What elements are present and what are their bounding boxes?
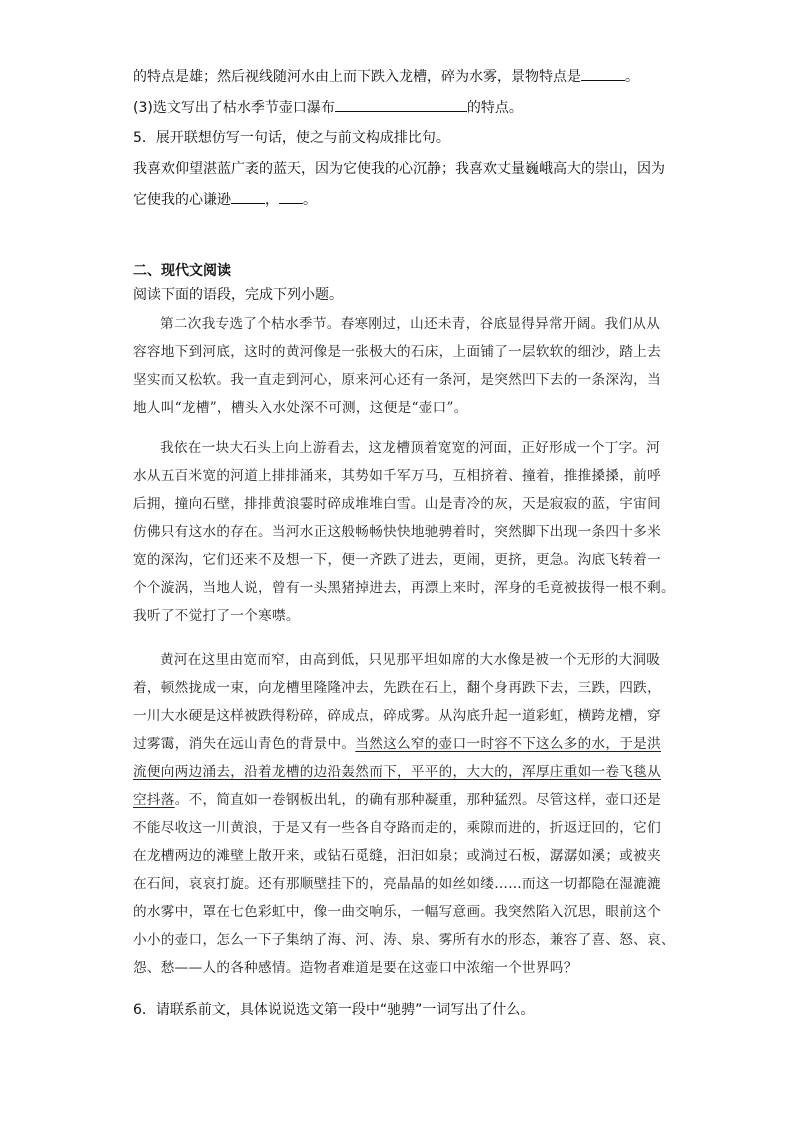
passage-line: 我听了不觉打了一个寒噤。 — [133, 608, 300, 624]
passage-line: 一川大水硬是这样被跌得粉碎，碎成点，碎成雾。从沟底升起一道彩虹，横跨龙槽，穿 — [133, 708, 661, 724]
passage-line: 仿佛只有这水的存在。当河水正这般畅畅快快地驰骋着时，突然脚下出现一条四十多米 — [133, 524, 661, 540]
section-heading: 二、现代文阅读 — [133, 263, 231, 279]
passage-line: 在龙槽两边的滩壁上散开来，或钻石觅缝，汩汩如泉；或淌过石板，潺潺如溪；或被夹 — [133, 848, 661, 864]
passage-line: 在石间，哀哀打旋。还有那顺壁挂下的，亮晶晶的如丝如缕……而这一切都隐在湿漉漉 — [133, 876, 661, 892]
passage-line — [133, 790, 673, 810]
underlined-sentence: 空抖落 — [133, 792, 175, 808]
question-5-line — [133, 189, 673, 210]
passage-line: 地人叫“龙槽”，槽头入水处深不可测，这便是“壶口”。 — [133, 400, 468, 416]
passage-line: 着，顿然拢成一束，向龙槽里隆隆冲去，先跌在石上，翻个身再跌下去，三跌，四跌， — [133, 680, 661, 696]
passage-line: 坚实而又松软。我一直走到河心，原来河心还有一条河，是突然凹下去的一条深沟，当 — [133, 372, 661, 388]
passage-line: 不能尽收这一川黄浪，于是又有一些各自夺路而走的，乘隙而进的，折返迂回的，它们 — [133, 820, 661, 836]
passage-line: 小小的壶口，怎么一下子集纳了海、河、涛、泉、雾所有水的形态，兼容了喜、怒、哀、 — [133, 932, 675, 948]
passage-line: 容容地下到河底，这时的黄河像是一张极大的石床，上面铺了一层软软的细沙，踏上去 — [133, 344, 661, 360]
passage-line: 水从五百米宽的河道上排排涌来，其势如千军万马，互相挤着、撞着，推推搡搡，前呼 — [133, 468, 661, 484]
text-segment: 的特点。 — [466, 100, 523, 116]
question-5-line: 我喜欢仰望湛蓝广袤的蓝天，因为它使我的心沉静；我喜欢丈量巍峨高大的崇山，因为 — [133, 161, 665, 177]
passage-line — [133, 762, 673, 782]
text-segment: 。 — [303, 192, 317, 208]
answer-blank[interactable] — [279, 189, 303, 204]
text-segment: 的特点是雄；然后视线随河水由上而下跌入龙槽，碎为水雾，景物特点是 — [133, 69, 581, 85]
text-segment: 。 — [625, 69, 639, 85]
underlined-sentence: 流便向两边涌去，沿着龙槽的边沿轰然而下，平平的，大大的，浑厚庄重如一卷飞毯从 — [133, 764, 661, 780]
answer-blank[interactable] — [231, 189, 265, 204]
answer-blank[interactable] — [581, 66, 625, 81]
passage-line: 个个漩涡，当地人说，曾有一头黑猪掉进去，再漂上来时，浑身的毛竟被拔得一根不剩。 — [133, 580, 675, 596]
passage-line: 的水雾中，罩在七色彩虹中，像一曲交响乐，一幅写意画。我突然陷入沉思，眼前这个 — [133, 904, 661, 920]
passage-line: 第二次我专选了个枯水季节。春寒刚过，山还未青，谷底显得异常开阔。我们从从 — [160, 316, 661, 332]
answer-blank[interactable] — [335, 97, 467, 112]
passage-line — [133, 734, 673, 754]
passage-line: 怨、愁——人的各种感情。造物者难道是要在这壶口中浓缩一个世界吗？ — [133, 960, 578, 976]
text-segment: (3)选文写出了枯水季节壶口瀑布 — [133, 100, 335, 116]
text-segment: 过雾霭，消失在远山青色的背景中。 — [133, 736, 356, 752]
passage-line: 后拥，撞向石壁，排排黄浪霎时碎成堆堆白雪。山是青冷的灰，天是寂寂的蓝，宇宙间 — [133, 496, 661, 512]
text-segment: 。不，简直如一卷钢板出轧，的确有那种凝重，那种猛烈。尽管这样，壶口还是 — [174, 792, 661, 808]
passage-line: 我依在一块大石头上向上游看去，这龙槽顶着宽宽的河面，正好形成一个丁字。河 — [160, 440, 661, 456]
passage-line: 黄河在这里由宽而窄，由高到低，只见那平坦如席的大水像是被一个无形的大洞吸 — [160, 652, 661, 668]
question-6: 6．请联系前文，具体说说选文第一段中“驰骋”一词写出了什么。 — [133, 1002, 535, 1018]
question-line — [133, 66, 673, 87]
passage-line: 宽的深沟，它们还来不及想一下，便一齐跌了进去，更闹，更挤，更急。沟底飞转着一 — [133, 552, 661, 568]
text-segment: ， — [265, 192, 279, 208]
question-3 — [133, 97, 673, 118]
underlined-sentence: 当然这么窄的壶口一时容不下这么多的水，于是洪 — [355, 736, 661, 752]
section-instruction: 阅读下面的语段，完成下列小题。 — [133, 287, 343, 303]
question-5: 5．展开联想仿写一句话，使之与前文构成排比句。 — [133, 130, 450, 146]
text-segment: 它使我的心谦逊 — [133, 192, 231, 208]
